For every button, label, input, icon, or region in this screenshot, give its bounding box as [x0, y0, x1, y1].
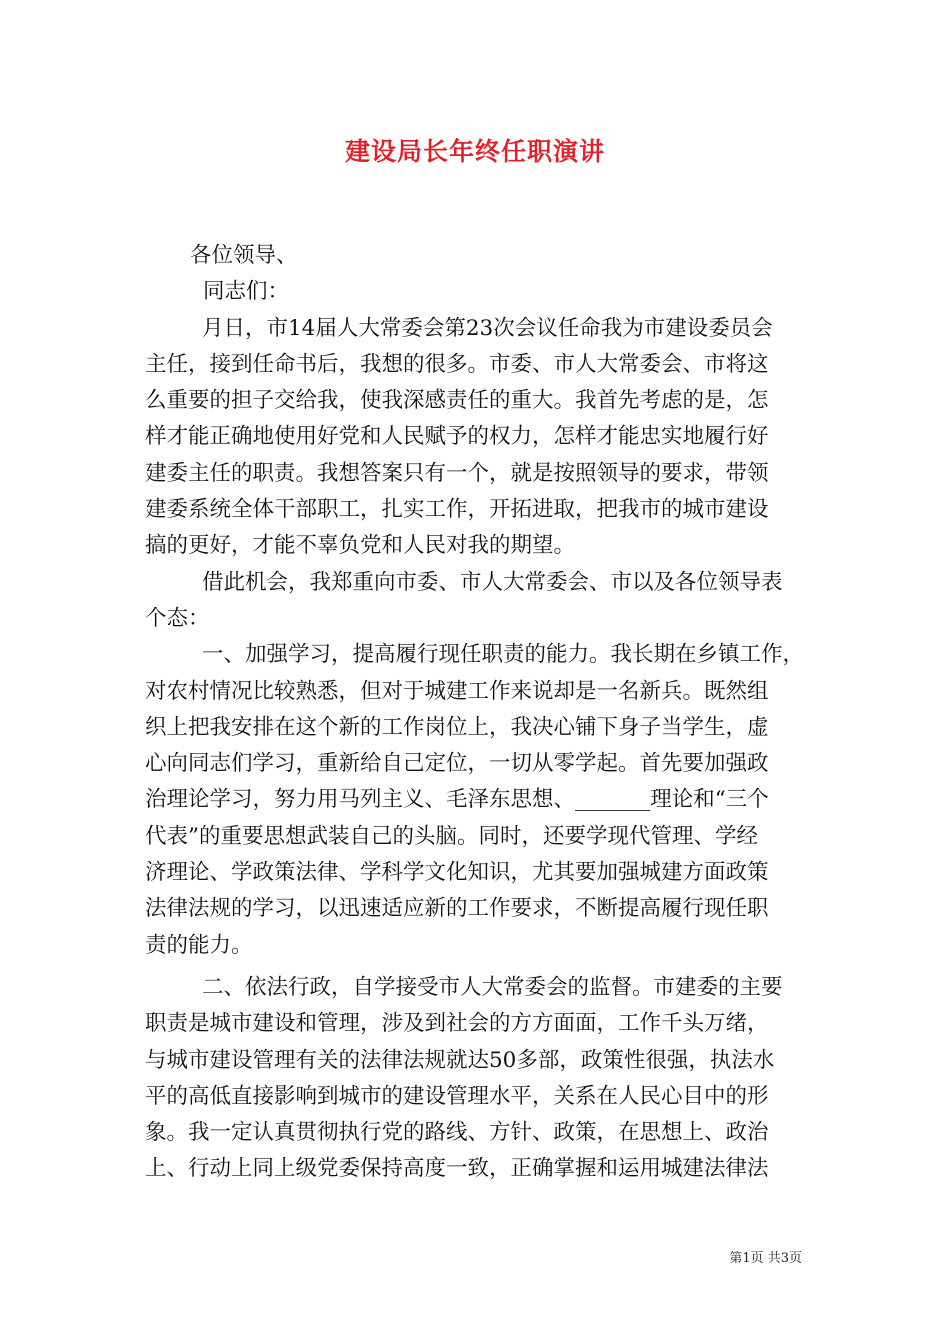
text-line: 月日，市14届人大常委会第23次会议任命我为市建设委员会	[202, 315, 773, 341]
text-line: 搞的更好，才能不辜负党和人民对我的期望。	[145, 533, 576, 559]
document-body	[145, 238, 810, 1188]
text-line: 治理论学习，努力用马列主义、毛泽东思想、_______理论和“三个	[145, 787, 769, 813]
text-line: 平的高低直接影响到城市的建设管理水平，关系在人民心目中的形	[145, 1083, 769, 1109]
text-line: 对农村情况比较熟悉，但对于城建工作来说却是一名新兵。既然组	[145, 678, 769, 704]
text-line: 建委系统全体干部职工，扎实工作，开拓进取，把我市的城市建设	[145, 497, 769, 523]
page-number-footer: 第1页 共3页	[729, 1251, 802, 1266]
text-line: 济理论、学政策法律、学科学文化知识，尤其要加强城建方面政策	[145, 860, 769, 886]
text-line: 个态：	[145, 605, 210, 631]
text-line: 主任，接到任命书后，我想的很多。市委、市人大常委会、市将这	[145, 351, 769, 377]
text-line: 象。我一定认真贯彻执行党的路线、方针、政策，在思想上、政治	[145, 1120, 769, 1146]
text-line: 一、加强学习，提高履行现任职责的能力。我长期在乡镇工作，	[202, 642, 805, 668]
greeting-line: 同志们：	[203, 279, 290, 305]
text-line: 责的能力。	[145, 932, 253, 958]
greeting-line: 各位领导、	[190, 243, 298, 268]
text-line: 么重要的担子交给我，使我深感责任的重大。我首先考虑的是，怎	[145, 388, 769, 414]
text-line: 职责是城市建设和管理，涉及到社会的方方面面，工作千头万绪，	[145, 1011, 769, 1037]
paragraph-2	[145, 565, 810, 638]
paragraph-1	[145, 311, 810, 565]
text-line: 二、依法行政，自学接受市人大常委会的监督。市建委的主要	[202, 974, 783, 1000]
text-line: 借此机会，我郑重向市委、市人大常委会、市以及各位领导表	[202, 569, 783, 595]
text-line: 上、行动上同上级党委保持高度一致，正确掌握和运用城建法律法	[145, 1156, 769, 1182]
text-line: 代表”的重要思想武装自己的头脑。同时，还要学现代管理、学经	[145, 823, 758, 849]
document-title: 建设局长年终任职演讲	[344, 137, 605, 166]
text-line: 法律法规的学习，以迅速适应新的工作要求，不断提高履行现任职	[145, 896, 769, 922]
text-line: 样才能正确地使用好党和人民赋予的权力，怎样才能忠实地履行好	[145, 424, 769, 450]
text-line: 织上把我安排在这个新的工作岗位上，我决心铺下身子当学生，虚	[145, 714, 769, 740]
text-line: 心向同志们学习，重新给自己定位，一切从零学起。首先要加强政	[145, 751, 769, 777]
paragraph-4	[145, 970, 810, 1188]
text-line: 与城市建设管理有关的法律法规就达50多部，政策性很强，执法水	[145, 1047, 775, 1073]
paragraph-3	[145, 637, 810, 964]
text-line: 建委主任的职责。我想答案只有一个，就是按照领导的要求，带领	[145, 460, 769, 486]
